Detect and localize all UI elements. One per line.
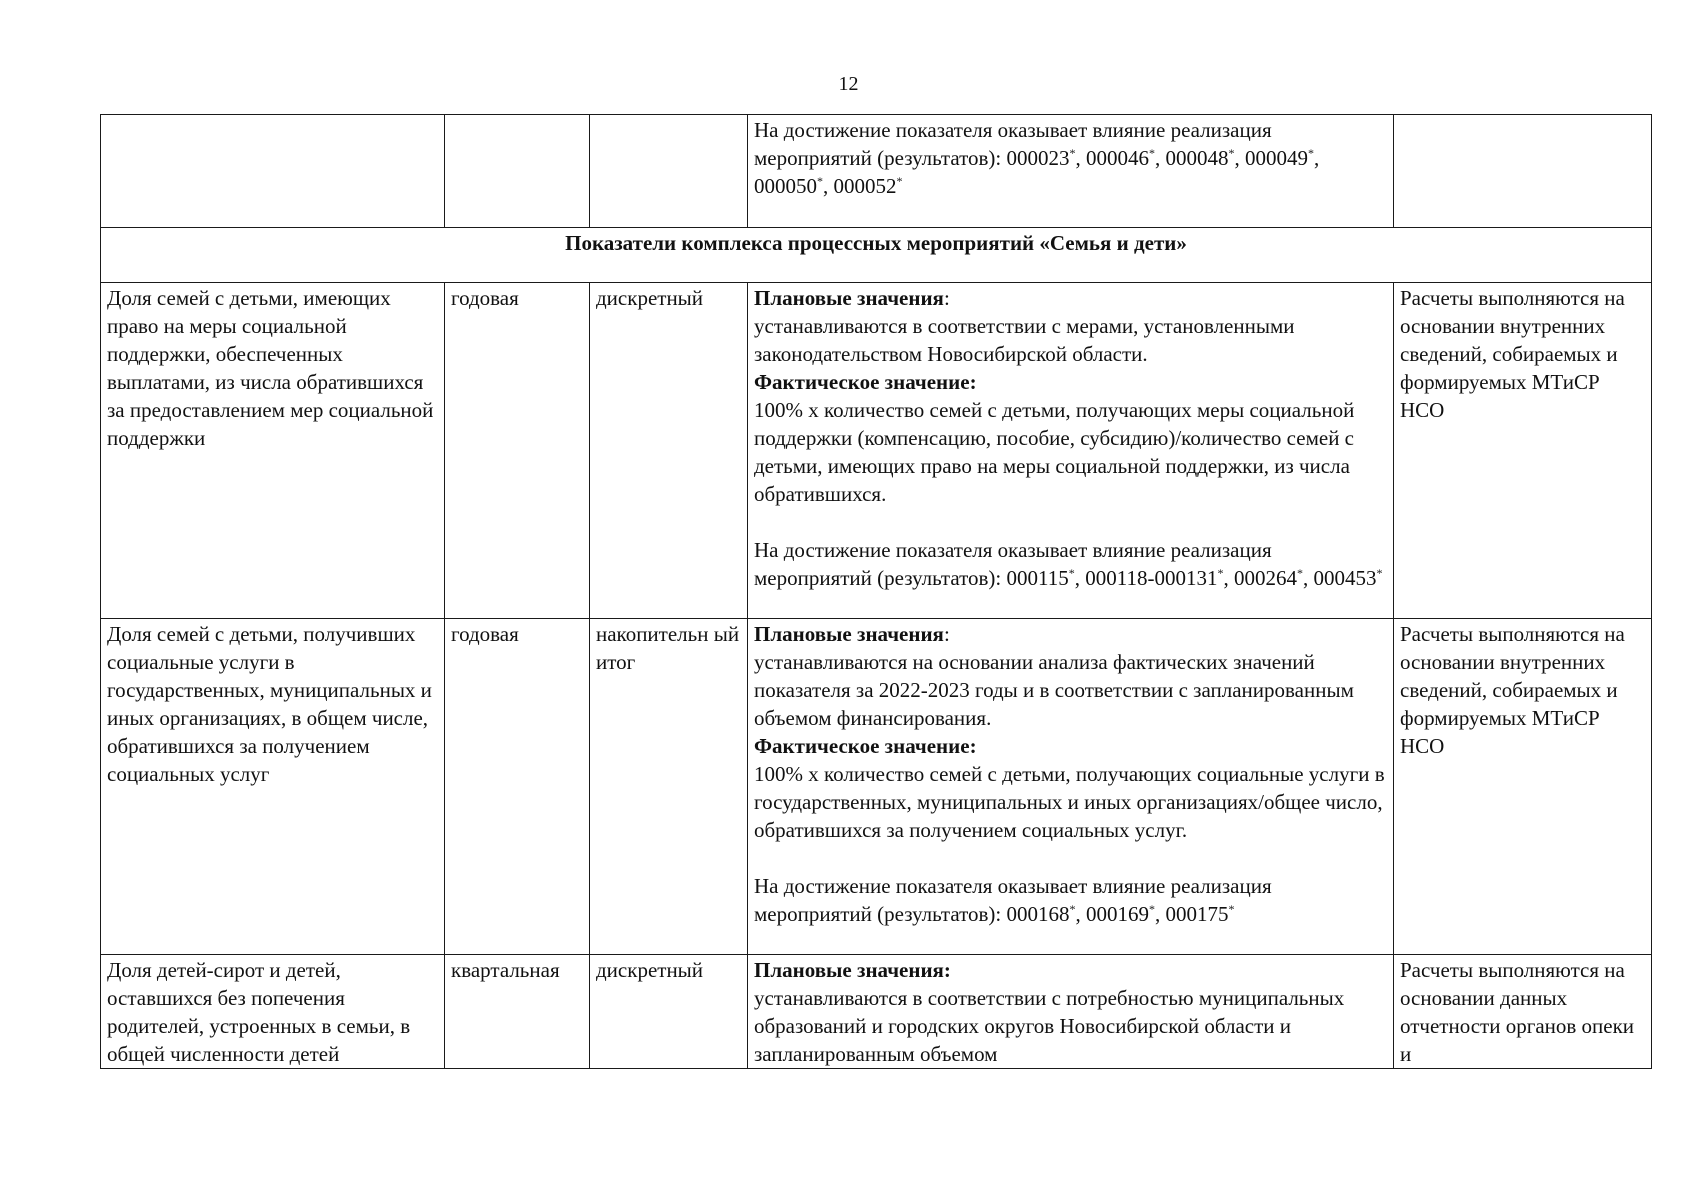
- event-code: 000048: [1165, 146, 1229, 170]
- source: Расчеты выполняются на основании внутренних сведений, собираемых и формируемых МТиСР НСО: [1394, 619, 1652, 955]
- influence-text: На достижение показателя оказывает влияние реализация мероприятий (результатов): 000168*, 000169*, 000175*: [754, 874, 1272, 926]
- periodicity: квартальная: [445, 955, 590, 1069]
- footnote-mark: *: [1228, 146, 1235, 160]
- event-code: 000169: [1086, 902, 1150, 926]
- code-list: 000168*, 000169*, 000175*: [1006, 902, 1235, 926]
- event-code: 000118-000131: [1085, 566, 1218, 590]
- indicator-type: дискретный: [590, 955, 748, 1069]
- event-code: 000175: [1165, 902, 1229, 926]
- method-cell: [748, 955, 1394, 1069]
- indicators-table: [100, 114, 1652, 1069]
- indicator-name-cell: [101, 115, 445, 228]
- planned-label: Плановые значения: [754, 622, 944, 646]
- footnote-mark: *: [896, 174, 903, 188]
- event-code: 000052: [833, 174, 897, 198]
- event-code: 000453: [1313, 566, 1377, 590]
- footnote-mark: *: [1308, 146, 1315, 160]
- influence-text: На достижение показателя оказывает влияние реализация мероприятий (результатов): 000023*, 000046*, 000048*, 000049*, 000050*, 000052*: [754, 118, 1320, 198]
- section-title: Показатели комплекса процессных мероприятий «Семья и дети»: [101, 228, 1652, 283]
- event-code: 000050: [754, 174, 817, 198]
- event-code: 000023: [1006, 146, 1070, 170]
- source-cell: [1394, 115, 1652, 228]
- periodicity: годовая: [445, 619, 590, 955]
- event-code: 000046: [1086, 146, 1150, 170]
- indicator-name: Доля семей с детьми, имеющих право на меры социальной поддержки, обеспеченных выплатами, из числа обратившихся за предоставлением мер социальной поддержки: [101, 283, 445, 619]
- footnote-mark: *: [1296, 566, 1303, 580]
- planned-text: устанавливаются в соответствии с мерами, установленными законодательством Новосибирской области.: [754, 314, 1295, 366]
- footnote-mark: *: [1228, 902, 1235, 916]
- indicator-name: Доля семей с детьми, получивших социальные услуги в государственных, муниципальных и иных организациях, в общем числе, обратившихся за получением социальных услуг: [101, 619, 445, 955]
- method-cell: Плановые значения: устанавливаются в соответствии с мерами, установленными законодательством Новосибирской области. Фактическое значение: 100% х количество семей с детьми, получающих меры социальной поддержки (компенсацию, пособие, субсидию)/количество семей с детьми, имеющих право на меры социальной поддержки, из числа обратившихся. На достижение показателя оказывает влияние реализация мероприятий (результатов): 000115*, 000118-000131*, 000264*, 000453*: [748, 283, 1394, 619]
- table-row: [101, 955, 1652, 1069]
- code-list: 000023*, 000046*, 000048*, 000049*, 000050*, 000052*: [754, 146, 1320, 198]
- continuation-row: [101, 115, 1652, 228]
- planned-label: Плановые значения:: [754, 958, 951, 982]
- actual-label: Фактическое значение:: [754, 734, 977, 758]
- footnote-mark: *: [817, 174, 823, 188]
- event-code: 000168: [1006, 902, 1070, 926]
- periodicity: годовая: [445, 283, 590, 619]
- method-cell: Плановые значения: устанавливаются на основании анализа фактических значений показателя за 2022-2023 годы и в соответствии с запланированным объемом финансирования. Фактическое значение: 100% х количество семей с детьми, получающих социальные услуги в государственных, муниципальных и иных организациях/общее число, обратившихся за получением социальных услуг. На достижение показателя оказывает влияние реализация мероприятий (результатов): 000168*, 000169*, 000175*: [748, 619, 1394, 955]
- event-code: 000049: [1245, 146, 1309, 170]
- source: Расчеты выполняются на основании внутренних сведений, собираемых и формируемых МТиСР НСО: [1394, 283, 1652, 619]
- indicator-type-cell: [590, 115, 748, 228]
- actual-text: 100% х количество семей с детьми, получающих социальные услуги в государственных, муниципальных и иных организациях/общее число, обратившихся за получением социальных услуг.: [754, 762, 1385, 842]
- planned-label: Плановые значения: [754, 286, 944, 310]
- indicator-name: Доля детей-сирот и детей, оставшихся без попечения родителей, устроенных в семьи, в общей численности детей: [101, 955, 445, 1069]
- footnote-mark: *: [1069, 146, 1076, 160]
- section-header-row: [101, 228, 1652, 283]
- indicator-type: накопительн ый итог: [590, 619, 748, 955]
- page-number: 12: [838, 73, 859, 95]
- footnote-mark: *: [1376, 566, 1383, 580]
- planned-text: устанавливаются в соответствии с потребностью муниципальных образований и городских округов Новосибирской области и запланированным объемом: [754, 986, 1345, 1066]
- method-cell: [748, 115, 1394, 228]
- code-list: 000115*, 000118-000131*, 000264*, 000453*: [1006, 566, 1383, 590]
- table-row: [101, 283, 1652, 619]
- actual-label: Фактическое значение:: [754, 370, 977, 394]
- footnote-mark: *: [1069, 902, 1076, 916]
- indicator-type: дискретный: [590, 283, 748, 619]
- source: Расчеты выполняются на основании данных отчетности органов опеки и: [1394, 955, 1652, 1069]
- periodicity-cell: [445, 115, 590, 228]
- table-row: [101, 619, 1652, 955]
- event-code: 000264: [1233, 566, 1297, 590]
- influence-text: На достижение показателя оказывает влияние реализация мероприятий (результатов): 000115*, 000118-000131*, 000264*, 000453*: [754, 538, 1383, 590]
- planned-text: устанавливаются на основании анализа фактических значений показателя за 2022-2023 годы и в соответствии с запланированным объемом финансирования.: [754, 650, 1354, 730]
- footnote-mark: *: [1149, 146, 1156, 160]
- actual-text: 100% х количество семей с детьми, получающих меры социальной поддержки (компенсацию, пособие, субсидию)/количество семей с детьми, имеющих право на меры социальной поддержки, из числа обратившихся.: [754, 398, 1355, 506]
- footnote-mark: *: [1068, 566, 1075, 580]
- footnote-mark: *: [1217, 566, 1224, 580]
- footnote-mark: *: [1149, 902, 1156, 916]
- event-code: 000115: [1006, 566, 1069, 590]
